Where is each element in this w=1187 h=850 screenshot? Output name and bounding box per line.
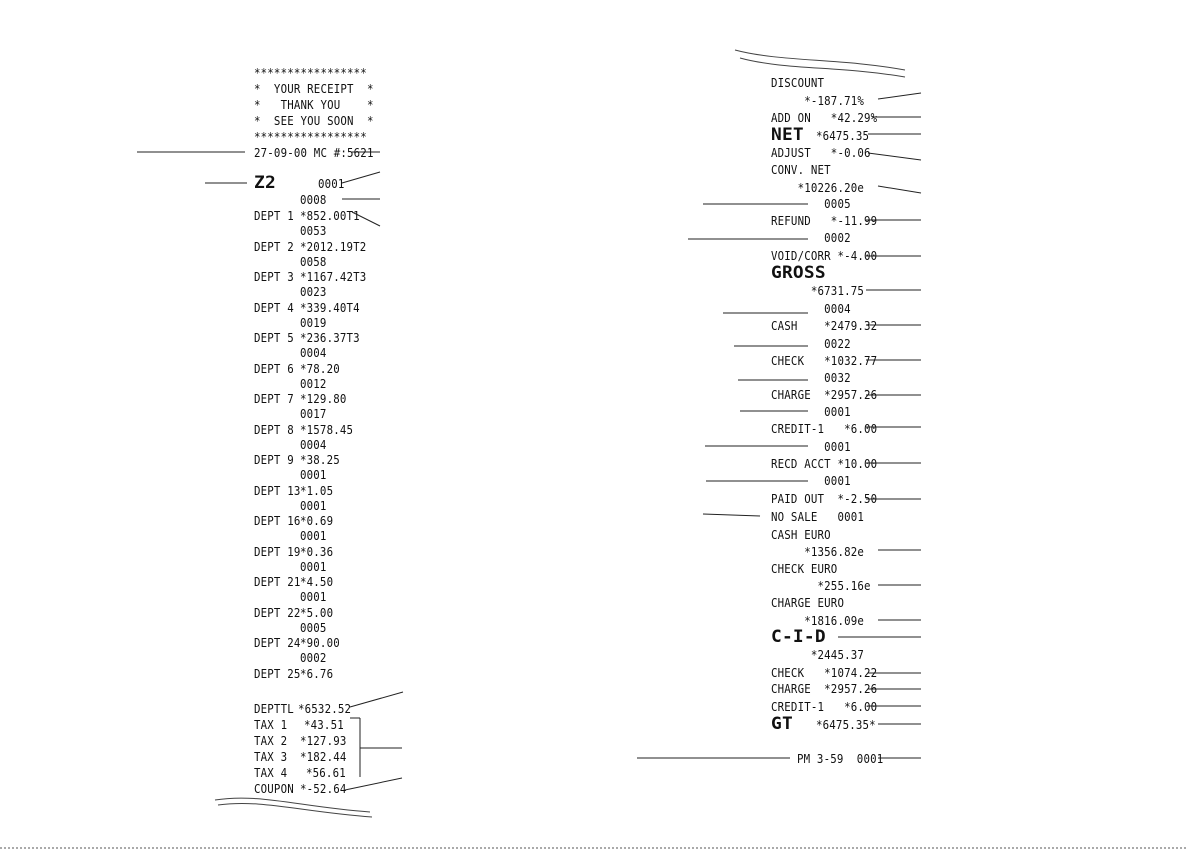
dept-amount: *1167.42T3 — [300, 269, 367, 284]
dept-label: DEPT 2 — [254, 238, 294, 254]
header-line: * THANK YOU * — [254, 97, 374, 112]
dept-label: DEPT 19 — [254, 543, 301, 559]
dept-count: 0023 — [300, 284, 327, 299]
dept-label: DEPT 8 — [254, 421, 294, 437]
dept-label: DEPT 5 — [254, 330, 294, 345]
receipt-line: NO SALE 0001 — [771, 509, 865, 524]
header-line: ***************** — [254, 65, 367, 80]
dept-count: 0005 — [300, 619, 327, 635]
dept-count: 0001 — [300, 558, 327, 574]
dept-label: DEPT 22 — [254, 604, 301, 620]
dept-label: DEPT 13 — [254, 482, 301, 498]
header-line: * SEE YOU SOON * — [254, 113, 374, 128]
dept-amount: *90.00 — [300, 635, 340, 650]
dept-amount: *6.76 — [300, 665, 334, 681]
dept-count: 0053 — [300, 223, 327, 238]
receipt-line: 0004 — [771, 301, 851, 316]
dept-count: 0058 — [300, 253, 327, 269]
tax-amount: *56.61 — [306, 765, 346, 780]
receipt-line: GROSS — [771, 263, 826, 283]
receipt-line: *255.16e — [771, 578, 871, 593]
receipt-line: 0032 — [771, 370, 851, 385]
tax-label: TAX 2 — [254, 733, 288, 748]
receipt-line: *1816.09e — [771, 613, 865, 628]
receipt-line: 0002 — [771, 230, 851, 245]
receipt-line: CHECK EURO — [771, 561, 838, 576]
dept-amount: *0.69 — [300, 513, 334, 528]
tax-amount: *127.93 — [300, 733, 347, 748]
dept-label: DEPT 4 — [254, 299, 294, 315]
receipt-value: *6475.35* — [816, 717, 876, 732]
receipt-line: CREDIT-1 *6.00 — [771, 421, 878, 436]
dept-count: 0001 — [300, 497, 327, 513]
tax-amount: *182.44 — [300, 749, 347, 764]
dept-count: 0001 — [300, 528, 327, 543]
dept-amount: *5.00 — [300, 604, 334, 620]
tax-label: TAX 3 — [254, 749, 288, 764]
dept-label: DEPT 6 — [254, 360, 294, 376]
header-line: ***************** — [254, 129, 367, 144]
dept-amount: *236.37T3 — [300, 330, 360, 345]
receipt-line: CREDIT-1 *6.00 — [771, 699, 878, 714]
receipt-line: CHARGE EURO — [771, 595, 845, 610]
receipt-line: VOID/CORR *-4.00 — [771, 248, 878, 263]
dept-count: 0004 — [300, 436, 327, 452]
tax-label: TAX 4 — [254, 765, 288, 780]
header-line: * YOUR RECEIPT * — [254, 81, 374, 96]
receipt-line: CHECK *1074.22 — [771, 665, 878, 680]
receipt-line: *6731.75 — [771, 283, 865, 298]
receipt-line: CHARGE *2957.26 — [771, 681, 878, 696]
receipt-line: CASH *2479.32 — [771, 318, 878, 333]
coupon-amount: *-52.64 — [300, 781, 347, 796]
dept-amount: *0.36 — [300, 543, 334, 559]
dept-label: DEPT 24 — [254, 635, 301, 650]
dept-amount: *1.05 — [300, 482, 334, 498]
receipt-line: 0022 — [771, 336, 851, 351]
dept-label: DEPT 3 — [254, 269, 294, 284]
dept-count: 0001 — [300, 589, 327, 604]
dept-count: 0017 — [300, 406, 327, 421]
receipt-line: C-I-D — [771, 627, 826, 647]
tax-amount: *43.51 — [304, 717, 344, 732]
dept-amount: *339.40T4 — [300, 299, 360, 315]
dept-amount: *1578.45 — [300, 421, 354, 437]
dept-count: 0002 — [300, 650, 327, 665]
dept-total-amount: *6532.52 — [298, 701, 352, 716]
report-counter: 0001 — [318, 176, 345, 191]
report-label: Z2 — [254, 173, 276, 193]
dept-amount: *2012.19T2 — [300, 238, 367, 254]
receipt-line: 0005 — [771, 196, 851, 211]
receipt-line: CASH EURO — [771, 527, 831, 542]
dept-amount: *129.80 — [300, 391, 347, 406]
dept-amount: *78.20 — [300, 360, 340, 376]
receipt-line: ADJUST *-0.06 — [771, 145, 871, 160]
receipt-line: *1356.82e — [771, 544, 865, 559]
coupon-label: COUPON — [254, 781, 294, 796]
dept-label: DEPT 1 — [254, 208, 294, 223]
dept-amount: *852.00T1 — [300, 208, 360, 223]
receipt-line: PAID OUT *-2.50 — [771, 491, 878, 506]
dept-count: 0001 — [300, 467, 327, 482]
receipt-line: ADD ON *42.29% — [771, 110, 878, 125]
receipt-line: CONV. NET — [771, 162, 831, 177]
receipt-line: 0001 — [771, 439, 851, 454]
dept-label: DEPT 9 — [254, 452, 294, 467]
receipt-line: *2445.37 — [771, 647, 865, 662]
receipt-value: *6475.35 — [816, 128, 870, 143]
receipt-line: RECD ACCT *10.00 — [771, 456, 878, 471]
receipt-line: 0001 — [771, 473, 851, 488]
receipt-line: *-187.71% — [771, 93, 865, 108]
dept-label: DEPT 25 — [254, 665, 301, 681]
dept-label: DEPT 7 — [254, 391, 294, 406]
dept-amount: *38.25 — [300, 452, 340, 467]
receipt-line: 0001 — [771, 404, 851, 419]
receipt-line: NET — [771, 125, 804, 145]
receipt-line: CHARGE *2957.26 — [771, 387, 878, 402]
dept-count: 0019 — [300, 314, 327, 330]
dept-label: DEPT 16 — [254, 513, 301, 528]
receipt-line: DISCOUNT — [771, 75, 825, 90]
receipt-line: GT — [771, 714, 793, 734]
receipt-line: CHECK *1032.77 — [771, 353, 878, 368]
date-line: 27-09-00 MC #:5621 — [254, 145, 374, 160]
receipt-line: *10226.20e — [771, 180, 865, 195]
tax-label: TAX 1 — [254, 717, 288, 732]
dept-count: 0012 — [300, 375, 327, 391]
count: 0008 — [300, 192, 327, 207]
dept-total-label: DEPTTL — [254, 701, 294, 716]
receipt-line: REFUND *-11.99 — [771, 213, 878, 228]
dept-label: DEPT 21 — [254, 574, 301, 589]
dept-count: 0004 — [300, 345, 327, 360]
receipt-line: PM 3-59 0001 — [797, 751, 884, 766]
dept-amount: *4.50 — [300, 574, 334, 589]
